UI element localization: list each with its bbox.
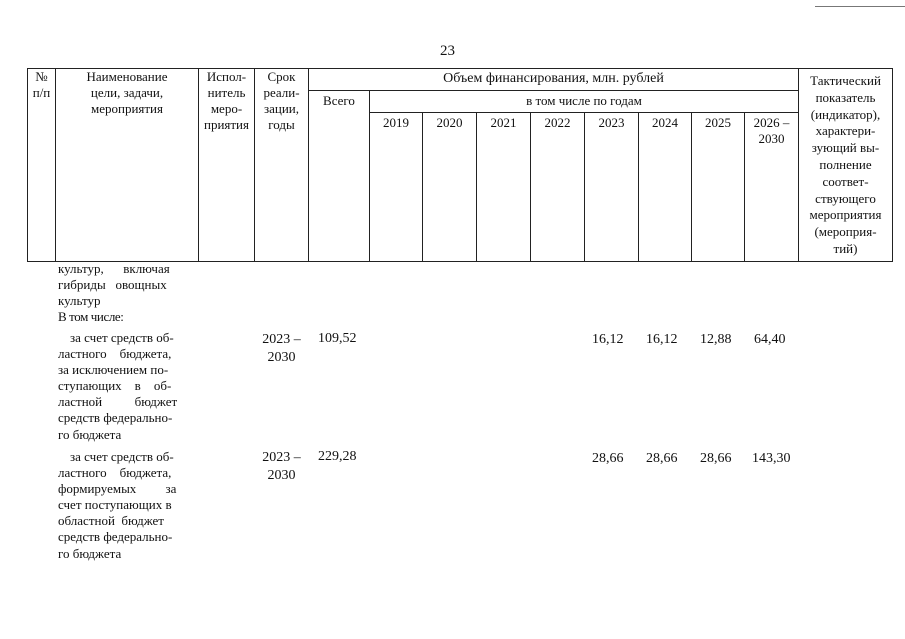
row-2-2023: 28,66 <box>592 451 624 466</box>
year-last-line-2: 2030 <box>758 131 785 146</box>
row-2-name <box>58 449 192 562</box>
row-1-2024: 16,12 <box>646 332 678 347</box>
year-2022-header: 2022 <box>544 115 571 130</box>
indicator-line-5: зующий вы- <box>811 140 880 156</box>
col-term-line-2: реали- <box>263 85 300 100</box>
indicator-line-6: полнение <box>819 156 872 172</box>
by-years-header: в том числе по годам <box>526 93 642 108</box>
row-1-name-line-6: средств федерально- <box>58 410 173 426</box>
row-1-name-line-5: ластной бюджет <box>58 394 178 410</box>
row-2-2024: 28,66 <box>646 451 678 466</box>
indicator-line-11: тий) <box>833 240 858 256</box>
year-last-line-1: 2026 – <box>753 115 790 130</box>
row-1-term-line-1: 2023 – <box>262 332 301 347</box>
year-2025-header: 2025 <box>705 115 731 130</box>
row-2-total: 229,28 <box>318 449 357 464</box>
intro-line-4: В том числе: <box>58 309 124 325</box>
indicator-line-7: соответ- <box>822 173 869 189</box>
year-2019-header: 2019 <box>383 115 409 130</box>
scan-edge-line <box>815 6 905 7</box>
intro-line-2: гибриды овощных <box>58 277 167 293</box>
col-term-line-3: зации, <box>263 101 300 116</box>
row-1-2025: 12,88 <box>700 332 732 347</box>
col-name-line-2: цели, задачи, <box>90 85 164 100</box>
year-2021-header: 2021 <box>490 115 517 130</box>
row-1-name-line-4: ступающих в об- <box>58 378 172 394</box>
row-1-term <box>255 331 308 367</box>
row-1-name-line-7: го бюджета <box>58 426 122 442</box>
row-1-term-line-2: 2030 <box>267 350 296 365</box>
row-2-name-line-5: областной бюджет <box>58 513 164 529</box>
row-1-name <box>58 330 192 443</box>
col-term-header <box>255 69 308 133</box>
row-1-2026-2030: 64,40 <box>754 332 786 347</box>
col-name-header <box>56 69 198 117</box>
year-2023-header: 2023 <box>598 115 625 130</box>
row-2-term-line-2: 2030 <box>267 468 296 483</box>
indicator-line-2: показатель <box>815 89 876 105</box>
indicator-line-1: Тактический <box>810 73 881 88</box>
row-2-name-line-2: ластного бюджета, <box>58 465 172 481</box>
col-executor-line-3: меро- <box>210 101 243 116</box>
col-number-line-1: № <box>35 69 48 84</box>
row-2-term <box>255 449 308 485</box>
row-1-name-line-1: за счет средств об- <box>70 330 174 345</box>
indicator-line-8: ствующего <box>815 190 876 206</box>
col-executor-header <box>199 69 254 133</box>
row-2-name-line-4: счет поступающих в <box>58 497 172 513</box>
row-1-2023: 16,12 <box>592 332 624 347</box>
row-2-2026-2030: 143,30 <box>752 451 791 466</box>
row-1-total: 109,52 <box>318 331 357 346</box>
table-header-grid <box>27 68 893 263</box>
total-header: Всего <box>323 93 355 108</box>
col-executor-line-1: Испол- <box>206 69 247 84</box>
col-executor-line-4: приятия <box>203 117 249 132</box>
col-term-line-4: годы <box>268 117 295 132</box>
year-2020-header: 2020 <box>436 115 463 130</box>
page-number: 23 <box>440 43 455 59</box>
col-name-line-1: Наименование <box>86 69 168 84</box>
row-2-name-line-3: формируемых за <box>58 481 177 497</box>
indicator-line-9: мероприятия <box>809 207 882 223</box>
row-2-2025: 28,66 <box>700 451 732 466</box>
intro-text <box>58 261 192 325</box>
indicator-line-10: (мероприя- <box>814 224 877 240</box>
col-executor-line-2: нитель <box>207 85 246 100</box>
intro-line-3: культур <box>58 293 101 309</box>
row-2-name-line-7: го бюджета <box>58 545 122 561</box>
intro-line-1: культур, включая <box>58 261 170 276</box>
col-number-line-2: п/п <box>32 85 51 100</box>
year-2024-header: 2024 <box>652 115 678 130</box>
row-2-name-line-6: средств федерально- <box>58 529 173 545</box>
row-1-name-line-3: за исключением по- <box>58 362 169 378</box>
col-indicator-header <box>799 73 892 258</box>
row-2-name-line-1: за счет средств об- <box>70 449 174 464</box>
col-term-line-1: Срок <box>267 69 296 84</box>
col-name-line-3: мероприятия <box>90 101 163 116</box>
financing-header: Объем финансирования, млн. рублей <box>443 71 664 86</box>
indicator-line-4: характери- <box>815 123 876 139</box>
row-1-name-line-2: ластного бюджета, <box>58 346 172 362</box>
year-2026-2030-header <box>745 115 798 147</box>
col-number-header <box>27 69 56 101</box>
row-2-term-line-1: 2023 – <box>262 450 301 465</box>
indicator-line-3: (индикатор), <box>810 106 881 122</box>
